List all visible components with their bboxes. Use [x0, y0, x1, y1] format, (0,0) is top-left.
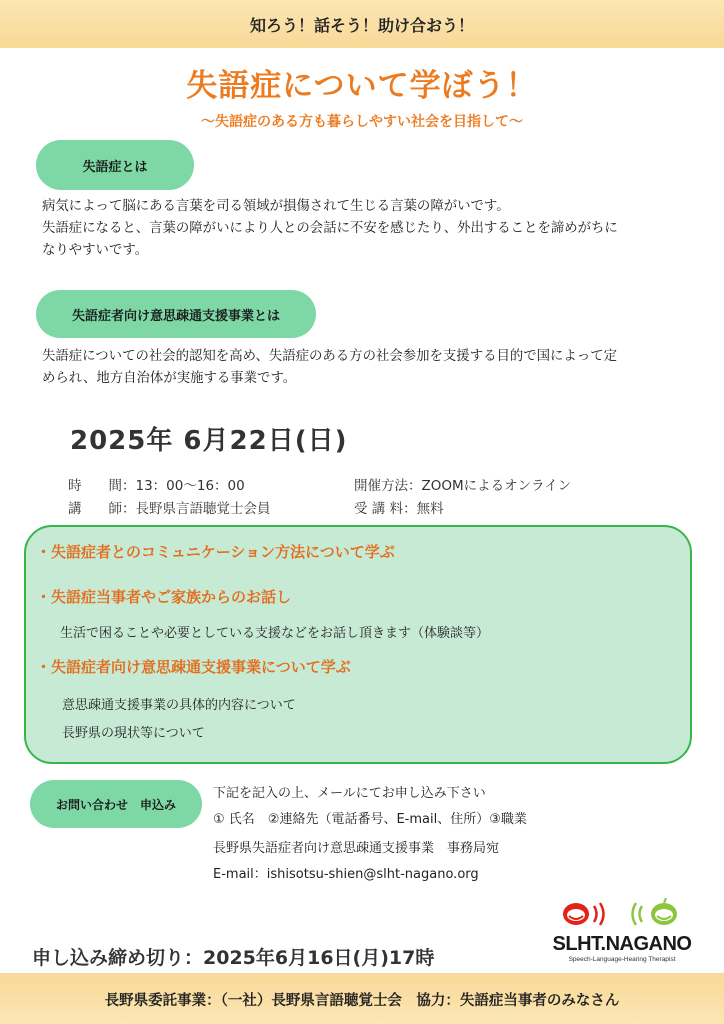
- event-time: 時 間：13：00～16：00: [68, 478, 245, 494]
- application-deadline: 申し込み締め切り：2025年6月16日(月)17時: [32, 947, 435, 969]
- slht-nagano-logo: [548, 898, 696, 968]
- tagline: 知ろう！話そう！助け合おう！: [249, 16, 474, 35]
- page-subtitle: ～失語症のある方も暮らしやすい社会を目指して～: [201, 114, 523, 130]
- event-fee: 受 講 料：無料: [354, 501, 444, 517]
- contact-label-text: お問い合わせ 申込み: [55, 797, 176, 812]
- paragraph-line: められ、地方自治体が実施する事業です。: [42, 371, 297, 386]
- contact-line: ① 氏名 ②連絡先（電話番号、E-mail、住所）③職業: [213, 812, 527, 827]
- paragraph-line: 失語症になると、言葉の障がいにより人との会話に不安を感じたり、外出することを諦めがちに: [42, 221, 618, 236]
- footer-text: 長野県委託事業：（一社）長野県言語聴覚士会 協力：失語症当事者のみなさん: [104, 993, 620, 1009]
- program-item-title: ・失語症者とのコミュニケーション方法について学ぶ: [36, 543, 395, 561]
- section-label-text: 失語症とは: [82, 159, 148, 175]
- contact-email: E-mail：ishisotsu-shien@slht-nagano.org: [213, 867, 479, 882]
- support-program-description: [42, 346, 617, 390]
- program-item-detail: 長野県の現状等について: [62, 726, 205, 741]
- footer-banner: [0, 973, 724, 1024]
- event-date: 2025年 6月22日(日): [70, 426, 348, 456]
- program-item-title: ・失語症当事者やご家族からのお話し: [36, 588, 292, 606]
- paragraph-line: 病気によって脳にある言葉を司る領域が損傷されて生じる言葉の障がいです。: [42, 199, 510, 214]
- top-banner: [0, 0, 724, 48]
- contact-line: 下記を記入の上、メールにてお申し込み下さい: [213, 786, 486, 801]
- program-item-detail: 生活で困ることや必要としている支援などをお話し頂きます（体験談等）: [60, 626, 490, 641]
- program-item-title: ・失語症者向け意思疎通支援事業について学ぶ: [36, 658, 351, 676]
- paragraph-line: なりやすいです。: [42, 243, 149, 258]
- aphasia-description: [42, 196, 618, 262]
- logo-mascot-icon: [548, 898, 696, 934]
- section-label-support-program: [36, 290, 316, 338]
- event-method: 開催方法：ZOOMによるオンライン: [354, 478, 572, 494]
- section-label-aphasia: [36, 140, 194, 190]
- program-item-detail: 意思疎通支援事業の具体的内容について: [62, 698, 296, 713]
- contact-label: [30, 780, 202, 828]
- page-title: 失語症について学ぼう！: [186, 68, 538, 104]
- logo-name: SLHT.NAGANO: [552, 933, 692, 955]
- contact-line: 長野県失語症者向け意思疎通支援事業 事務局宛: [213, 841, 500, 856]
- paragraph-line: 失語症についての社会的認知を高め、失語症のある方の社会参加を支援する目的で国によって定: [42, 349, 617, 364]
- logo-tagline: Speech-Language-Hearing Therapist: [568, 956, 676, 963]
- section-label-text: 失語症者向け意思疎通支援事業とは: [71, 308, 280, 324]
- event-lecturer: 講 師：長野県言語聴覚士会員: [68, 501, 271, 517]
